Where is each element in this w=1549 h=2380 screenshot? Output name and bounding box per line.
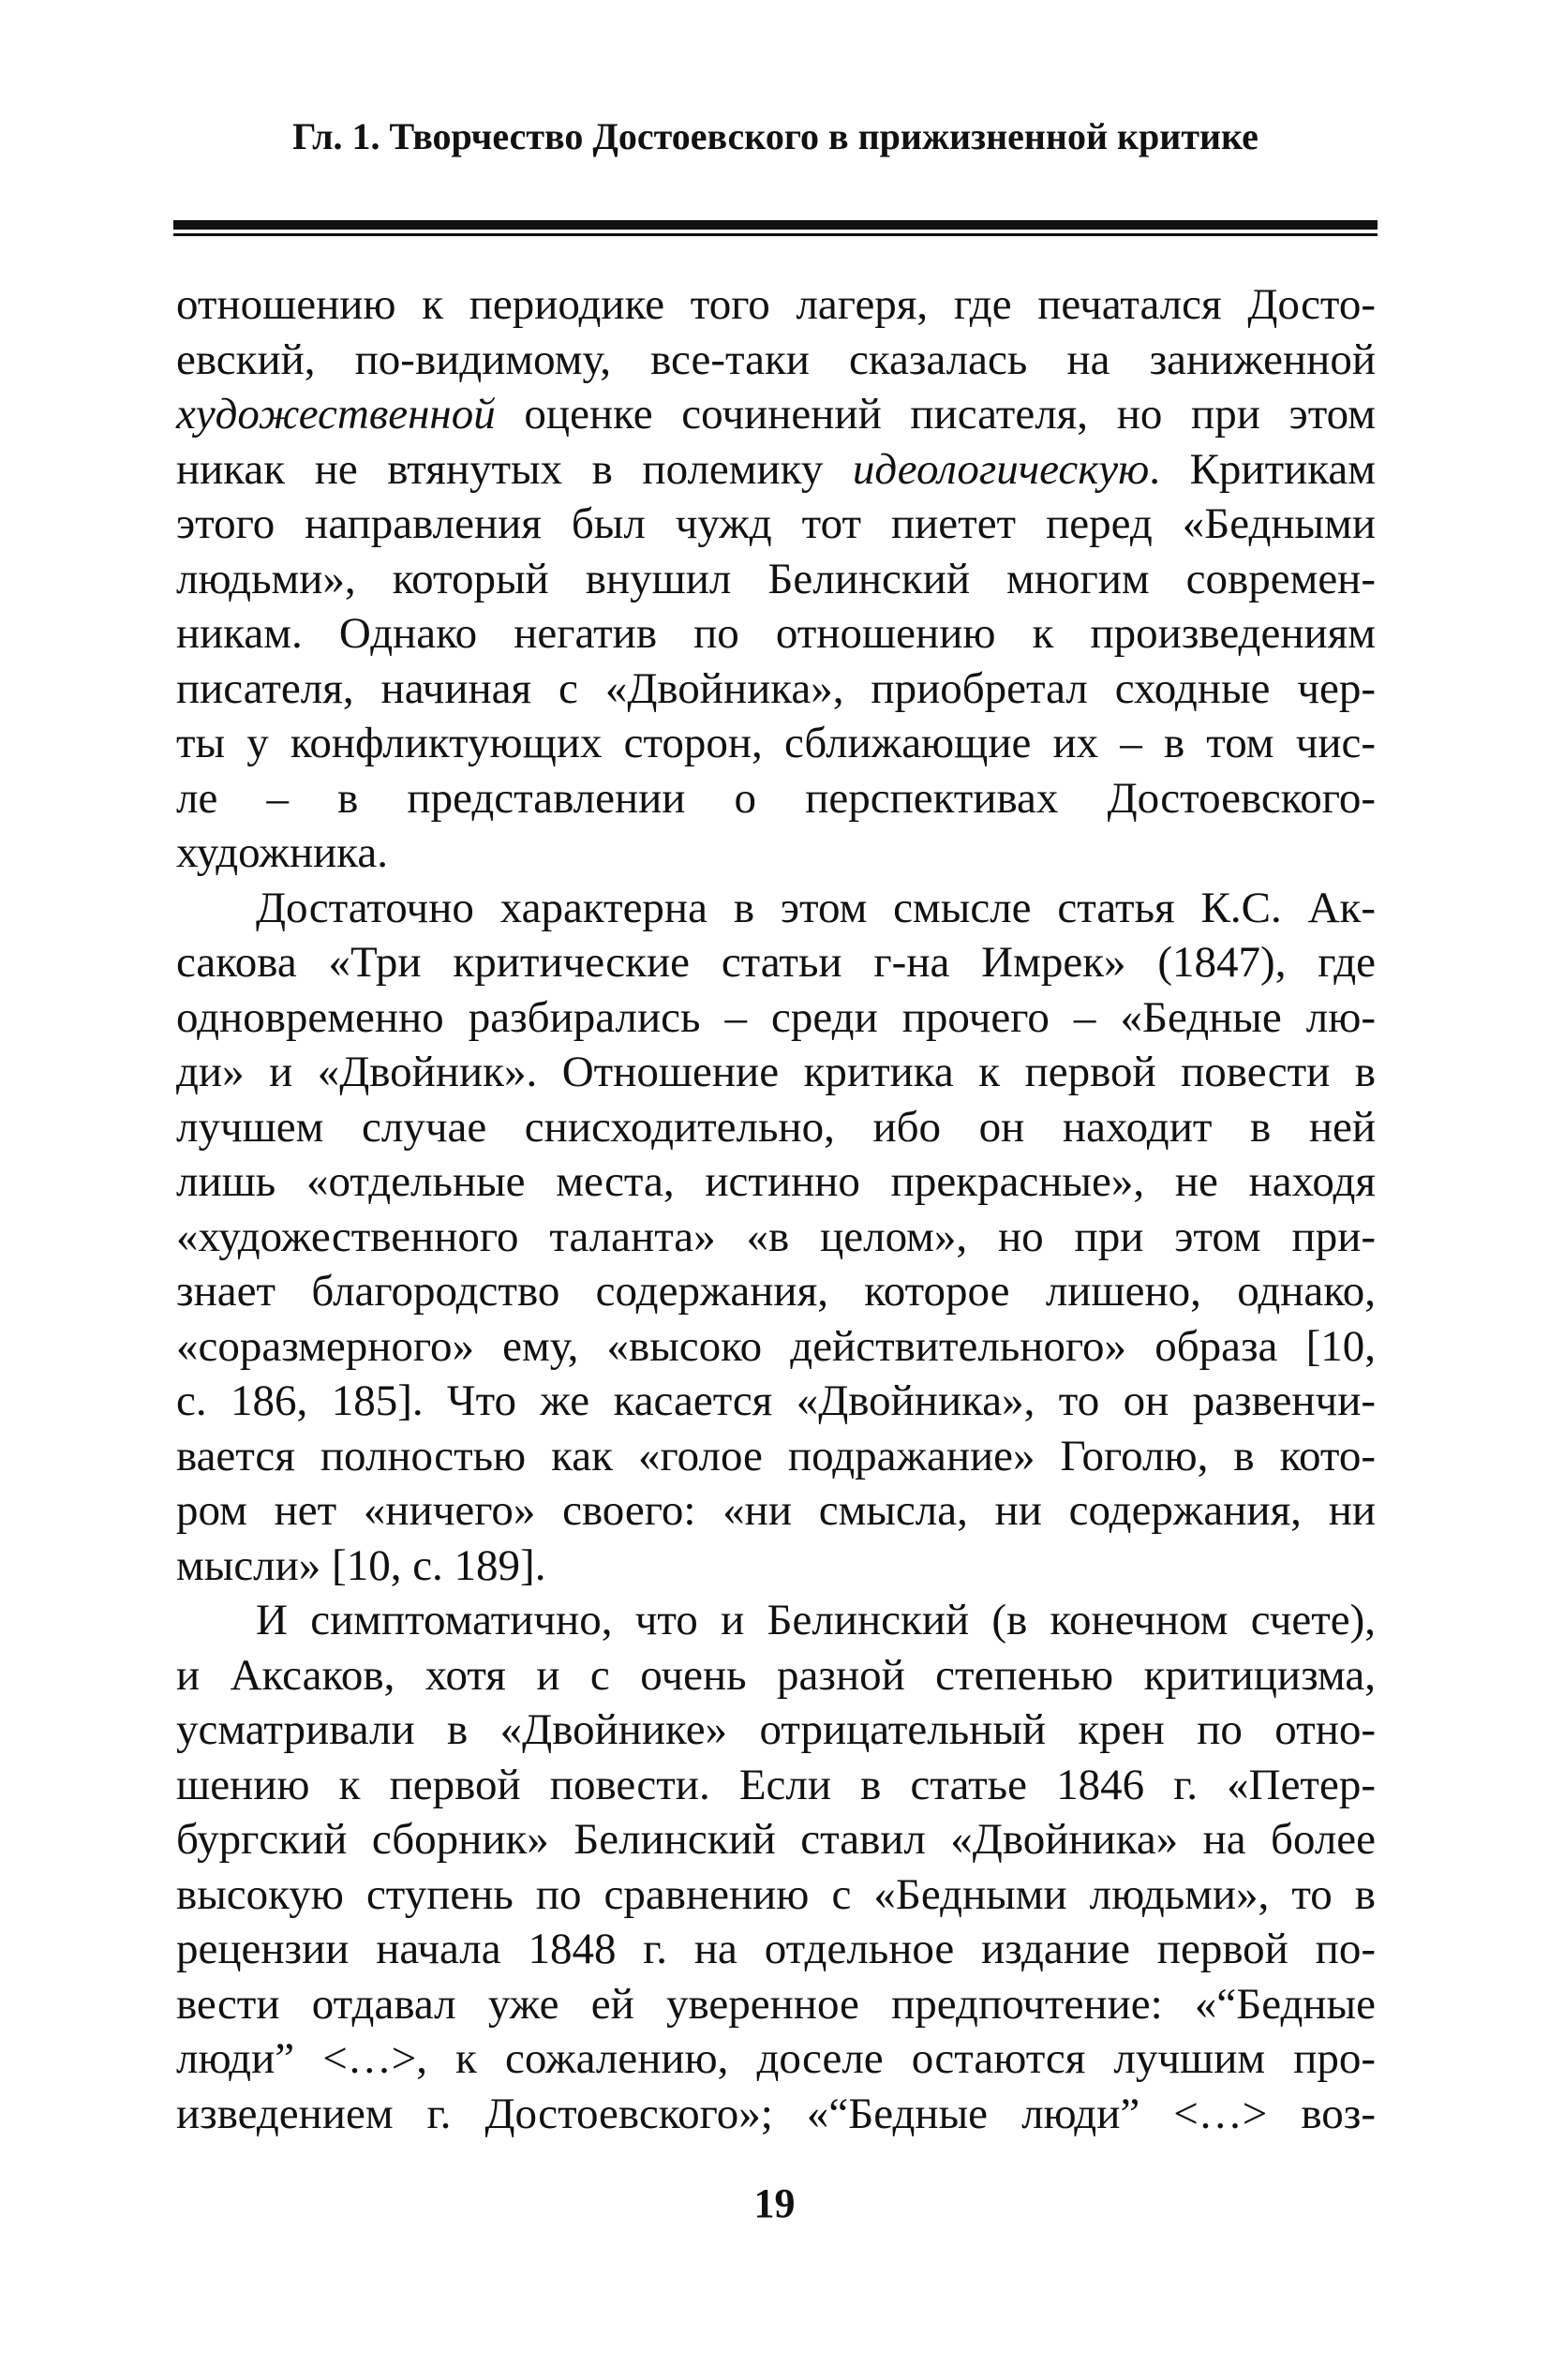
page-number: 19 (753, 2180, 796, 2226)
text-line: евский, по-видимому, все-таки сказалась на заниженной (176, 335, 1376, 384)
text-line: шению к первой повести. Если в статье 1846 г. «Петер- (176, 1760, 1376, 1809)
text-line: рецензии начала 1848 г. на отдельное издание первой по- (176, 1925, 1376, 1973)
text-line: ром нет «ничего» своего: «ни смысла, ни содержания, ни (176, 1486, 1376, 1535)
emphasis-text: художественной (176, 390, 496, 439)
text-line: и Аксаков, хотя и с очень разной степенью критицизма, (176, 1650, 1376, 1700)
text-line: никак не втянутых в полемику идеологическую. Критикам (176, 444, 1377, 494)
text-line: писателя, начиная с «Двойника», приобретал сходные чер- (176, 663, 1376, 713)
paragraph-1 (176, 277, 1376, 881)
text-line: людьми», который внушил Белинский многим современ- (176, 554, 1376, 603)
text-line: этого направления был чужд тот пиетет перед «Бедными (176, 499, 1376, 548)
text-line: отношению к периодике того лагеря, где печатался Досто- (176, 280, 1376, 329)
paragraph-2 (176, 881, 1376, 1594)
text-line: высокую ступень по сравнению с «Бедными людьми», то в (176, 1869, 1376, 1919)
text-line: люди” <…>, к сожалению, доселе остаются лучшим про- (176, 2034, 1376, 2083)
header-rule-thick (173, 220, 1378, 230)
text-line: ди» и «Двойник». Отношение критика к первой повести в (176, 1048, 1376, 1096)
header-rule-thin (173, 233, 1378, 236)
text-line: усматривали в «Двойнике» отрицательный крен по отно- (176, 1705, 1376, 1754)
text-line: «соразмерного» ему, «высоко действительного» образа [10, (176, 1321, 1376, 1371)
text-line: художественной оценке сочинений писателя, но при этом (176, 390, 1376, 439)
text-line: бургский сборник» Белинский ставил «Двойника» на более (176, 1815, 1376, 1864)
text-line: художника. (176, 828, 389, 877)
text-line: сакова «Три критические статьи г-на Имрек» (1847), где (176, 938, 1376, 987)
text-line: вается полностью как «голое подражание» Гоголю, в кото- (176, 1431, 1376, 1480)
text-line: Достаточно характерна в этом смысле статья К.С. Ак- (256, 883, 1376, 932)
emphasis-text: идеологическую (852, 444, 1150, 494)
text-line: «художественного таланта» «в целом», но при этом при- (176, 1212, 1376, 1261)
text-line: лучшем случае снисходительно, ибо он находит в ней (176, 1102, 1376, 1152)
text-line: мысли» [10, с. 189]. (176, 1540, 546, 1590)
text-line: изведением г. Достоевского»; «“Бедные люди” <…> воз- (176, 2089, 1376, 2138)
paragraph-3 (176, 1593, 1376, 2141)
text-line: одновременно разбирались – среди прочего – «Бедные лю- (176, 992, 1376, 1042)
running-header: Гл. 1. Творчество Достоевского в прижизненной критике (292, 115, 1259, 157)
text-line: лишь «отдельные места, истинно прекрасные», не находя (176, 1157, 1376, 1206)
text-line: с. 186, 185]. Что же касается «Двойника», то он развенчи- (176, 1376, 1376, 1425)
text-line: ле – в представлении о перспективах Достоевского- (176, 773, 1376, 823)
text-line: вести отдавал уже ей уверенное предпочтение: «“Бедные (176, 1979, 1376, 2029)
text-line: И симптоматично, что и Белинский (в конечном счете), (256, 1596, 1376, 1644)
text-line: ты у конфликтующих сторон, сближающие их – в том чис- (176, 719, 1376, 767)
header-rule (173, 220, 1378, 236)
text-line: знает благородство содержания, которое лишено, однако, (176, 1267, 1376, 1316)
body-text (176, 277, 1376, 2141)
text-line: никам. Однако негатив по отношению к произведениям (176, 609, 1376, 658)
